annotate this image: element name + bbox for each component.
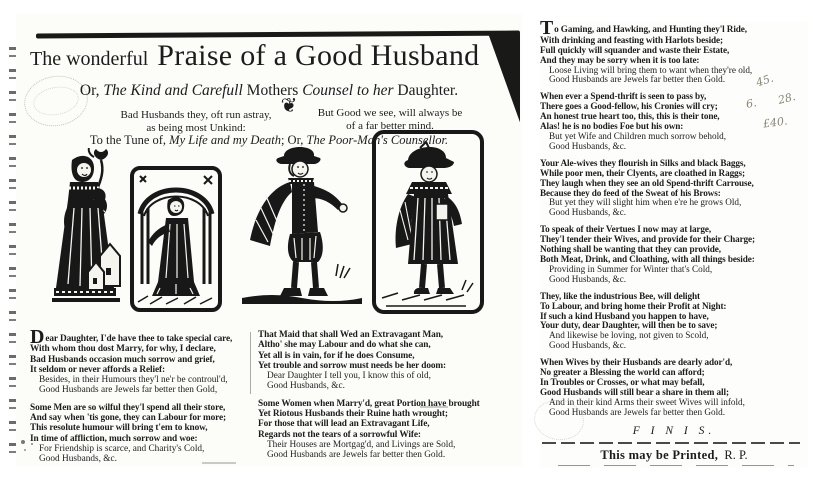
epigraph-right bbox=[294, 107, 486, 132]
verse-line: Alas! he is no bodies Foe but his own: bbox=[540, 121, 684, 132]
tune-segment: To the Tune of, bbox=[89, 133, 170, 147]
verse-line: When Wives by their Husbands are dearly ador'd, bbox=[540, 357, 733, 368]
epigraph-line: as being most Unkind: bbox=[146, 121, 246, 134]
verse-line: In Troubles or Crosses, or what may befall, bbox=[540, 376, 705, 387]
verse-line: Some Women when Marry'd, great Portion have brought bbox=[258, 398, 480, 409]
epigraph-line: Bad Husbands they, oft run astray, bbox=[120, 109, 272, 121]
handwritten-note: 28. bbox=[776, 90, 797, 107]
finis: F I N I S. bbox=[632, 424, 716, 437]
stanza bbox=[540, 358, 808, 417]
verse-line: Full quickly will squander and waste their Estate, bbox=[540, 44, 730, 55]
epigraph-line: of a far better mind. bbox=[346, 119, 434, 132]
verse-column-1 bbox=[30, 326, 254, 472]
verse-line: Nothing shall be wanting that they can provide, bbox=[540, 244, 721, 255]
verse-line: Good Husbands, &c. bbox=[267, 381, 345, 392]
woodcut-arched-frame-figure-icon bbox=[130, 166, 222, 312]
verse-line: To Labour, and bring home their Profit at Night: bbox=[540, 300, 727, 311]
verse-line: Good Husbands, &c. bbox=[549, 140, 627, 151]
verse-line: Loose Living will bring them to want when they're old, bbox=[549, 64, 753, 75]
verse-line: Dear Daughter, I'de have thee to take special care, bbox=[30, 326, 233, 348]
woodcut-woman-with-flower-icon bbox=[44, 148, 126, 310]
verse-line: That Maid that shall Wed an Extravagant Man, bbox=[258, 330, 444, 340]
tune-segment: ; Or, bbox=[280, 133, 307, 147]
verse-line: Your Ale-wives they flourish in Silks and black Baggs, bbox=[540, 157, 746, 168]
column-divider bbox=[250, 332, 251, 394]
verse-line: Good Husbands are Jewels far better then Gold. bbox=[267, 450, 446, 461]
torn-edge-artifact bbox=[9, 42, 16, 460]
library-stamp bbox=[20, 71, 92, 131]
verse-line: With whom thou dost Marry, for why, I declare, bbox=[30, 344, 216, 355]
verse-line: Regards not the tears of a sorrowful Wife: bbox=[258, 429, 421, 440]
verse-line: Good Husbands are Jewels far better then Gold. bbox=[549, 406, 726, 417]
verse-column-2 bbox=[258, 330, 502, 468]
verse-line: For those that will lead an Extravagant Life, bbox=[258, 419, 430, 430]
verse-line: Good Husbands, &c. bbox=[549, 207, 627, 218]
verse-line: Some Men are so wilful they'l spend all their store, bbox=[30, 402, 226, 413]
verse-line: It seldom or never affords a Relief: bbox=[30, 364, 165, 375]
stanza bbox=[30, 326, 254, 396]
verse-line: When ever a Spend-thrift is seen to pass by, bbox=[540, 91, 707, 102]
verse-line: And they may be sorry when it is too late: bbox=[540, 54, 700, 65]
handwritten-note: 6. bbox=[744, 96, 758, 111]
imprint-initials: R. P. bbox=[718, 447, 748, 462]
verse-line: Good Husbands, &c. bbox=[39, 454, 117, 465]
verse-line: No greater a Blessing the world can afford; bbox=[540, 367, 705, 378]
title-prefix: The wonderful bbox=[30, 48, 149, 70]
printer-ornament-icon: ❦ bbox=[280, 95, 298, 117]
verse-line: But yet Wife and Children much sorrow behold, bbox=[549, 131, 727, 141]
verse-line: With drinking and feasting with Harlots beside; bbox=[540, 34, 723, 45]
verse-line: And say when 'tis gone, they can Labour for more; bbox=[30, 413, 227, 424]
verse-line: And likewise be loving, not given to Scold, bbox=[549, 330, 709, 341]
tune-segment: The Poor-Man's Counsellor. bbox=[306, 133, 449, 147]
divider-rule bbox=[542, 442, 800, 444]
woodcut-gentleman-with-cloak-icon bbox=[240, 136, 365, 308]
page-edge-shadow-top bbox=[36, 31, 520, 39]
verse-line: Good Husbands, &c. bbox=[549, 273, 627, 284]
stanza bbox=[30, 403, 254, 465]
broadside-left-page bbox=[16, 14, 522, 466]
subtitle-segment: Or, bbox=[79, 82, 104, 99]
drop-cap: T bbox=[540, 17, 554, 39]
verse-line: Their Houses are Mortgag'd, and Livings are Sold, bbox=[267, 439, 456, 450]
verse-line: An honest true heart too, this, this is their tone, bbox=[540, 111, 720, 122]
verse-line: Altho' she may Labour and do what she can, bbox=[258, 340, 431, 351]
imprint-text: This may be Printed, bbox=[600, 447, 719, 462]
verse-line: Yet trouble and sorrow must needs be her doom: bbox=[258, 360, 447, 371]
verse-line: Providing in Summer for Winter that's Cold, bbox=[549, 263, 713, 274]
title-main: Praise of a Good Husband bbox=[157, 39, 480, 72]
verse-line: To Gaming, and Hawking, and Hunting they'l Ride, bbox=[540, 17, 747, 39]
broadside-right-page bbox=[540, 17, 808, 468]
verse-line: If such a kind Husband you happen to have, bbox=[540, 310, 709, 321]
verse-line: But yet they will slight him when e're he grows Old, bbox=[549, 197, 742, 208]
verse-line: Because they do feed of the Sweat of his Brows: bbox=[540, 187, 721, 198]
verse-line: Good Husbands are Jewels far better then Gold, bbox=[39, 385, 218, 396]
subtitle-segment: The Kind and Carefull bbox=[103, 82, 247, 99]
epigraph-left bbox=[100, 109, 292, 134]
verse-line: Both Meat, Drink, and Cloathing, with all things beside: bbox=[540, 253, 755, 264]
press-figure-mark bbox=[21, 440, 25, 444]
verse-line: In time of affliction, much sorrow and woe: bbox=[30, 433, 198, 444]
handwritten-note: 45. bbox=[754, 71, 776, 90]
subtitle-segment: Mothers bbox=[246, 82, 303, 99]
epigraph-line: But Good we see, will always be bbox=[317, 107, 463, 119]
drop-cap: D bbox=[30, 326, 45, 348]
verse-line: Dear Daughter I tell you, I know this of old, bbox=[267, 371, 431, 382]
verse-line: Good Husbands will still bear a share in them all; bbox=[540, 386, 729, 397]
verse-line: While poor men, their Clyents, are cloathed in Raggs; bbox=[540, 167, 745, 178]
stanza bbox=[258, 330, 502, 392]
tune-segment: My Life and my Death bbox=[169, 133, 281, 147]
handwritten-note: £40. bbox=[762, 114, 789, 131]
title bbox=[30, 39, 522, 73]
verse-line: Good Husbands are Jewels far better then Gold. bbox=[549, 74, 726, 85]
verse-line: There goes a Good-fellow, his Cronies will cry; bbox=[540, 101, 718, 112]
verse-line: To speak of their Vertues I now may at large, bbox=[540, 224, 712, 235]
verse-line: They laugh when they see an old Spend-thrift Carrouse, bbox=[540, 177, 754, 188]
stanza bbox=[540, 292, 808, 351]
stanza bbox=[540, 159, 808, 218]
subtitle bbox=[16, 82, 522, 100]
stanza bbox=[540, 225, 808, 284]
verse-line: Your duty, dear Daughter, will then be to save; bbox=[540, 320, 718, 331]
imprint-line bbox=[540, 448, 808, 463]
subtitle-segment: Counsel to her bbox=[302, 82, 398, 99]
verse-line: This resolute humour will bring t'em to know, bbox=[30, 423, 208, 434]
subtitle-segment: Daughter. bbox=[397, 82, 459, 99]
verse-line: For Friendship is scarce, and Charity's Cold, bbox=[39, 443, 205, 454]
verse-line: Good Husbands, &c. bbox=[549, 340, 627, 351]
verse-line: Yet all is in vain, for if he does Consume, bbox=[258, 350, 415, 361]
verse-line: And in their kind Arms their sweet Wives will infold, bbox=[549, 396, 745, 407]
verse-line: They'l tender their Wives, and provide for their Charge; bbox=[540, 234, 755, 245]
divider-rule-partial bbox=[558, 465, 794, 466]
verse-line: They, like the industrious Bee, will delight bbox=[540, 290, 700, 301]
verse-line: Bad Husbands occasion much sorrow and grief, bbox=[30, 354, 215, 365]
stanza bbox=[258, 399, 502, 461]
verse-line: Yet Riotous Husbands their Ruine hath wrought; bbox=[258, 409, 448, 420]
woodcut-framed-gentleman-icon bbox=[372, 130, 484, 314]
verse-line: Besides, in their Humours they'l ne'r be controul'd, bbox=[39, 375, 228, 386]
